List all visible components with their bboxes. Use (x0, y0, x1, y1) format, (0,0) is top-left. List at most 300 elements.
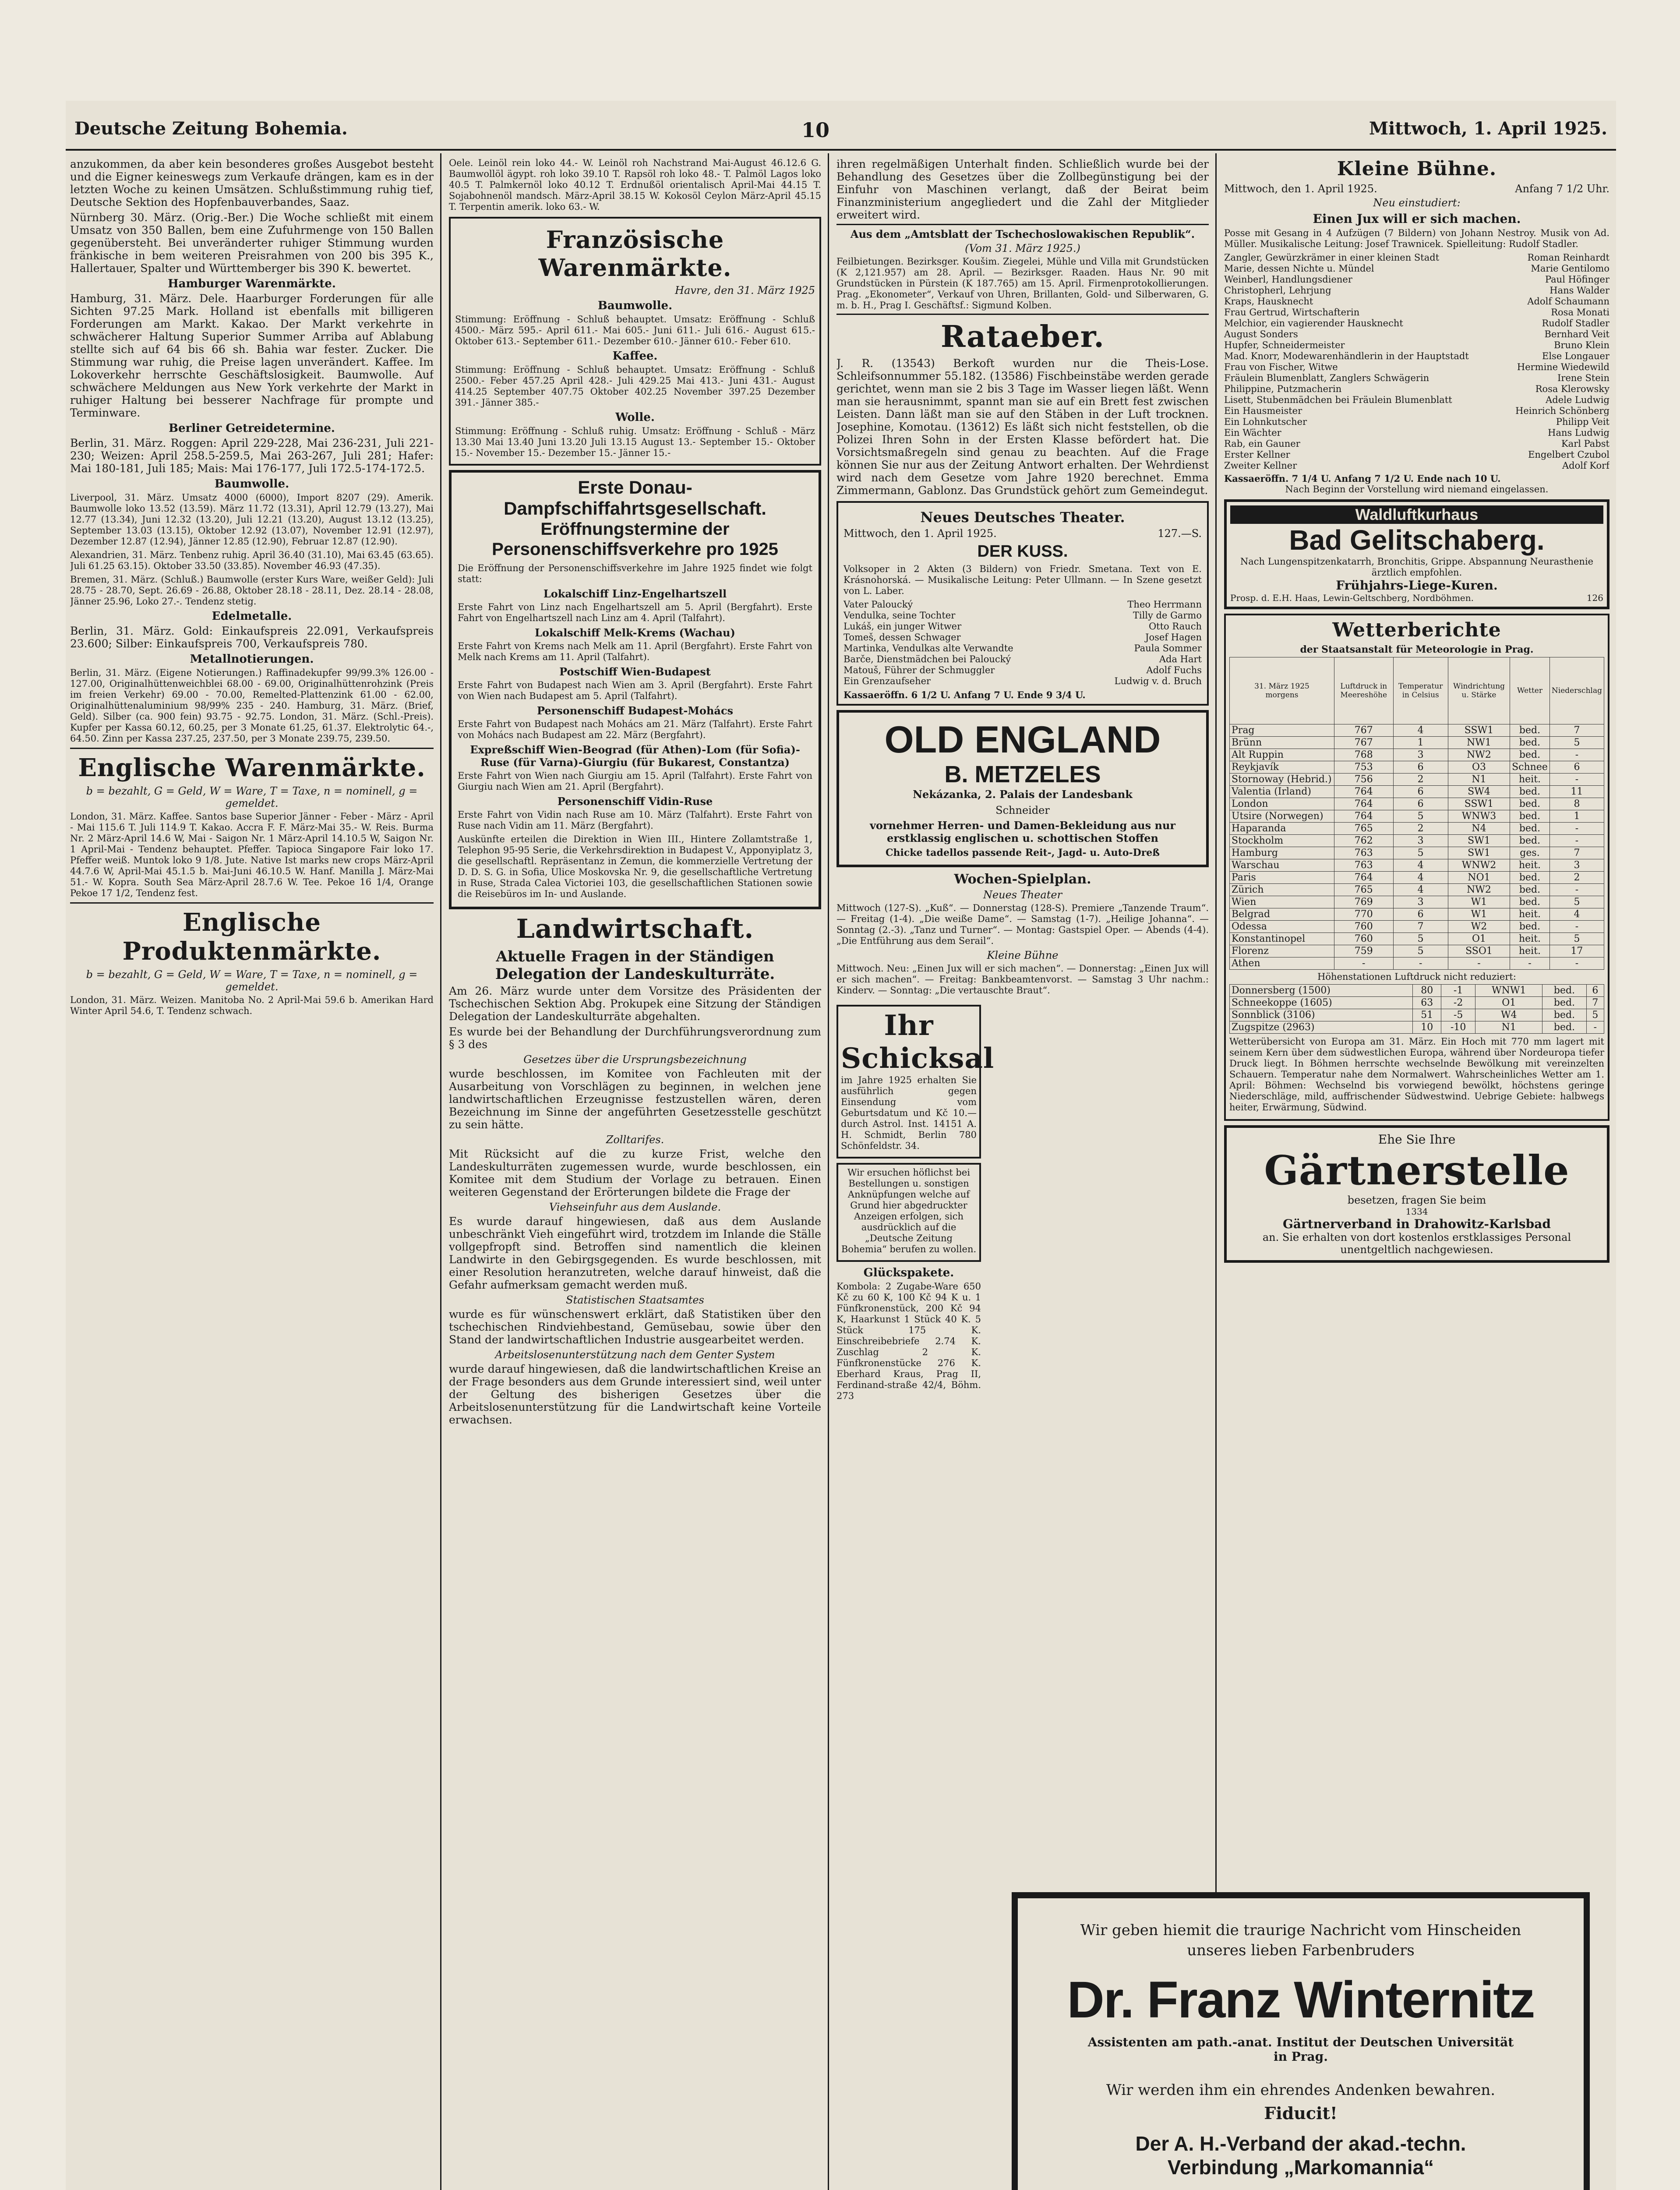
cast-role: Mad. Knorr, Modewarenhändlerin in der Hauptstadt (1224, 351, 1469, 361)
weather-value: 17 (1549, 945, 1604, 957)
weather-value: - (1549, 823, 1604, 835)
ddsg-route-title: Lokalschiff Linz-Engelhartszell (543, 587, 727, 600)
header-page-number: 10 (801, 118, 830, 142)
column-divider (440, 153, 441, 2190)
weather-row (1230, 724, 1604, 737)
ddsg-footer: Auskünfte erteilen die Direktion in Wien III., Hintere Zollamtstraße 1, Telephon 95-95 Serie, die Verkehrsdirektion in Budapest V., Apponyiplatz 3, die gesellschaftl. Repräsentanz in Zemun, die kommerzielle Vertretung der D. D. S. G. in Sofia, Ulice Moskovska Nr. 9, die gesellschaftliche Vertretung in Ruse, Strada Calea Victoriei 103, die gesellschaftlichen Stationen sowie die Reisebüros im In- und Auslande. (458, 834, 812, 899)
cast-actor: Roman Reinhardt (1527, 252, 1609, 263)
weather-value: 7 (1549, 847, 1604, 859)
weather-value: 80 (1413, 985, 1441, 997)
weather-value: 769 (1334, 896, 1394, 908)
cast-actor: Irene Stein (1557, 373, 1609, 383)
french-markets-box (449, 217, 821, 466)
cast-row (1224, 252, 1609, 263)
cast-role: Melchior, ein vagierender Hausknecht (1224, 318, 1403, 328)
liverpool-report: Liverpool, 31. März. Umsatz 4000 (6000), Import 8207 (29). Amerik. Baumwolle loko 13.52 (13.59). März 11.72 (13.31), April 12.79 (13.27), Mai 12.77 (13.34), Juni 12.32 (13.20), Juli 12.21 (13.20), August 13.12 (13.25), September 13.03 (13.15), Oktober 12.92 (13.07), November 12.91 (12.97), Dezember 12.87 (12.94), Jänner 12.85 (12.90), Februar 12.87 (12.90). (70, 492, 434, 547)
gelitschaberg-title: Waldluftkurhaus (1230, 505, 1603, 524)
weather-row (1230, 908, 1604, 921)
weekly-program-kb: Kleine Bühne (987, 949, 1059, 961)
weather-heading: Wetterberichte (1332, 619, 1501, 641)
cast-actor: Adolf Korf (1562, 460, 1609, 471)
agriculture-h3: Viehseinfuhr aus dem Auslande. (549, 1201, 721, 1213)
weather-value: heit. (1510, 774, 1550, 786)
weather-row (1230, 798, 1604, 810)
weather-value: bed. (1510, 724, 1550, 737)
weather-value: 5 (1393, 810, 1448, 823)
weather-value: SW4 (1448, 786, 1510, 798)
cast-role: Vendulka, seine Tochter (844, 610, 956, 621)
header-rule (66, 149, 1616, 151)
weather-row (1230, 761, 1604, 774)
weather-value: bed. (1510, 823, 1550, 835)
weather-value: bed. (1510, 786, 1550, 798)
cast-row (1224, 406, 1609, 417)
weather-value: NO1 (1448, 872, 1510, 884)
weather-value: - (1393, 957, 1448, 970)
small-stage-note: Nach Beginn der Vorstellung wird niemand eingelassen. (1285, 484, 1549, 495)
cast-row (1224, 318, 1609, 329)
gardener-text1: besetzen, fragen Sie beim (1347, 1194, 1486, 1206)
cast-actor: Theo Herrmann (1127, 599, 1202, 610)
cast-row (844, 676, 1202, 687)
cast-role: Vater Paloucký (844, 599, 913, 610)
weather-value: O1 (1448, 933, 1510, 945)
cast-actor: Philipp Veit (1556, 417, 1609, 427)
weather-station: London (1230, 798, 1334, 810)
weather-value: NW1 (1448, 737, 1510, 749)
gardener-association: Gärtnerverband in Drahowitz-Karlsbad (1283, 1217, 1551, 1231)
cast-role: Ein Hausmeister (1224, 406, 1302, 416)
weather-value: - (1549, 921, 1604, 933)
ddsg-route-list (458, 587, 812, 831)
header-masthead: Deutsche Zeitung Bohemia. (74, 118, 348, 139)
old-england-trade: Schneider (995, 804, 1050, 816)
weather-station: Utsire (Norwegen) (1230, 810, 1334, 823)
bremen-report: Bremen, 31. März. (Schluß.) Baumwolle (erster Kurs Ware, weißer Geld): Juli 28.75 - 28.70, Sept. 26.69 - 26.88, Oktober 28.18 - 28.11, Dez. 28.14 - 28.08, Jänner 25.96, Loko 27.-. Tendenz stetig. (70, 574, 434, 607)
small-stage-play: Einen Jux will er sich machen. (1313, 212, 1521, 226)
weather-station: Odessa (1230, 921, 1334, 933)
weather-value: bed. (1510, 798, 1550, 810)
horoscope-advertisement (836, 1005, 995, 1159)
cast-row (1224, 417, 1609, 427)
weather-value: bed. (1542, 985, 1586, 997)
weather-station: Hamburg (1230, 847, 1334, 859)
cast-role: Zweiter Kellner (1224, 460, 1297, 471)
weather-value: heit. (1510, 859, 1550, 872)
weather-value: 756 (1334, 774, 1394, 786)
french-markets-heading: Französische Warenmärkte. (538, 226, 732, 282)
weather-col-pressure: Luftdruck in Meereshöhe (1334, 657, 1394, 724)
old-england-title: OLD ENGLAND (884, 719, 1161, 761)
weather-value: - (1334, 957, 1394, 970)
weather-value: - (1448, 957, 1510, 970)
weather-station: Konstantinopel (1230, 933, 1334, 945)
alexandria-report: Alexandrien, 31. März. Tenbenz ruhig. April 36.40 (31.10), Mai 63.45 (63.65). Juli 61.25 63.15). Oktober 33.50 (33.85). November 46.93 (47.35). (70, 550, 434, 571)
weather-value: O3 (1448, 761, 1510, 774)
weather-value: bed. (1542, 997, 1586, 1009)
weather-row (1230, 896, 1604, 908)
weather-row (1230, 957, 1604, 970)
weather-value: 4 (1393, 859, 1448, 872)
cast-role: Zangler, Gewürzkrämer in einer kleinen Stadt (1224, 252, 1440, 263)
weather-station: Schneekoppe (1605) (1230, 997, 1413, 1009)
weather-value: W4 (1475, 1009, 1542, 1021)
agriculture-p4: Mit Rücksicht auf die zu kurze Frist, welche den Landeskulturräten zugemessen wurde, wurde beschlossen, ein Komitee mit dem Studium der Vorlage zu betrauen. Einen weiteren Gegenstand der Erörterungen bildete die Frage der (449, 1148, 821, 1198)
weather-value: SSW1 (1448, 724, 1510, 737)
cast-role: Fräulein Blumenblatt, Zanglers Schwägerin (1224, 373, 1429, 383)
column-divider (1215, 153, 1217, 2190)
weather-value: - (1510, 957, 1550, 970)
berlin-report: Berlin, 31. März. Roggen: April 229-228, Mai 236-231, Juli 221-230; Weizen: April 258.5-259.5, Mai 263-267, Juli 281; Hafer: Mai 180-181, Juli 185; Mais: Mai 176-177, Juli 172.5-174-172.5. (70, 437, 434, 475)
weather-station: Zugspitze (2963) (1230, 1021, 1413, 1034)
obituary-notice (1012, 1892, 1590, 2190)
weather-value: 762 (1334, 835, 1394, 847)
weather-value: 764 (1334, 786, 1394, 798)
cast-actor: Karl Pabst (1561, 438, 1609, 449)
cast-actor: Hermine Wiedewild (1517, 362, 1609, 372)
english-produce-heading: Englische Produktenmärkte. (122, 908, 381, 966)
small-stage-time: Anfang 7 1/2 Uhr. (1515, 183, 1609, 195)
obituary-text2: Wir werden ihm ein ehrendes Andenken bewahren. (1106, 2081, 1496, 2099)
cast-actor: Rudolf Stadler (1542, 318, 1609, 328)
weather-value: NW2 (1448, 884, 1510, 896)
weather-value: W1 (1448, 908, 1510, 921)
small-stage-desc: Posse mit Gesang in 4 Aufzügen (7 Bildern) von Johann Nestroy. Musik von Ad. Müller. Musikalische Leitung: Josef Trawnicek. Spielleitung: Rudolf Stadler. (1224, 228, 1609, 249)
gardener-advertisement (1224, 1125, 1609, 1263)
weather-value: heit. (1510, 945, 1550, 957)
weather-station: Alt Ruppin (1230, 749, 1334, 761)
oils-report: Oele. Leinöl rein loko 44.- W. Leinöl roh Nachstrand Mai-August 46.12.6 G. Baumwollöl ägypt. roh loko 39.10 T. Rapsöl roh loko 48.- T. Palmöl Lagos loko 40.5 T. Palmkernöl loko 40.12 T. Erdnußöl orientalisch April-Mai 44.15 T. Sojabohnenöl mandsch. März-April 38.15 W. Kokosöl Ceylon März-April 45.15 T. Terpentin amerik. loko 63.- W. (449, 158, 821, 212)
weather-value: 4 (1393, 872, 1448, 884)
weather-value: bed. (1510, 884, 1550, 896)
cast-role: Weinberl, Handlungsdiener (1224, 274, 1352, 285)
column-1 (70, 158, 434, 2190)
weather-report-box (1224, 614, 1609, 1121)
english-goods-legend: b = bezahlt, G = Geld, W = Ware, T = Taxe, n = nominell, g = gemeldet. (86, 785, 418, 809)
old-england-description: vornehmer Herren- und Damen-Bekleidung aus nur erstklassig englischen u. schottischen Stoffen (869, 819, 1176, 844)
new-theater-cast (844, 599, 1202, 687)
cast-row (1224, 263, 1609, 274)
weather-value: ges. (1510, 847, 1550, 859)
weather-value: SSW1 (1448, 798, 1510, 810)
small-stage-cast (1224, 252, 1609, 471)
weather-value: 6 (1549, 761, 1604, 774)
cast-role: Christopherl, Lehrjung (1224, 285, 1331, 296)
obituary-name: Dr. Franz Winternitz (1067, 1971, 1535, 2029)
weather-station: Stockholm (1230, 835, 1334, 847)
lucky-packets-heading: Glückspakete. (863, 1266, 954, 1279)
agriculture-h1: Gesetzes über die Ursprungsbezeichnung (523, 1053, 747, 1066)
french-wool-report: Stimmung: Eröffnung - Schluß ruhig. Umsatz: Eröffnung - Schluß - März 13.30 Mai 13.40 Juni 13.20 Juli 13.15 August 13.- September 15.- Oktober 15.- November 15.- Dezember 15.- Jänner 15.- (455, 426, 815, 458)
cast-actor: Hans Walder (1549, 285, 1609, 296)
weather-value: 5 (1549, 896, 1604, 908)
cast-row (844, 632, 1202, 643)
precious-metals-heading: Edelmetalle. (212, 610, 292, 623)
agriculture-p7: wurde darauf hingewiesen, daß die landwirtschaftlichen Kreise an der Frage besonders aus dem Grunde interessiert sind, weil unter der Geltung des bisherigen Gesetzes über die Arbeitslosenunterstützung für die Landwirtschaft keine Vorteile erwachsen. (449, 1363, 821, 1426)
weather-value: 760 (1334, 921, 1394, 933)
weather-value: 7 (1393, 921, 1448, 933)
new-theater-desc: Volksoper in 2 Akten (3 Bildern) von Friedr. Smetana. Text von E. Krásnohorská. — Musikalische Leitung: Peter Ullmann. — In Szene gesetzt von L. Laber. (844, 564, 1202, 596)
cast-actor: Adolf Schaumann (1527, 296, 1609, 307)
page-header (66, 118, 1616, 145)
ddsg-route-text: Erste Fahrt von Linz nach Engelhartszell am 5. April (Bergfahrt). Erste Fahrt von Engelhartszell nach Linz am 4. April (Talfahrt). (458, 602, 812, 623)
hamburg-heading: Hamburger Warenmärkte. (168, 277, 336, 290)
weather-value: 6 (1586, 985, 1604, 997)
small-stage-sub: Neu einstudiert: (1373, 197, 1461, 209)
weather-value: bed. (1510, 810, 1550, 823)
agriculture-subheading: Aktuelle Fragen in der Ständigen Delegation der Landeskulturräte. (495, 948, 775, 983)
weather-value: SW1 (1448, 847, 1510, 859)
cast-actor: Tilly de Garmo (1133, 610, 1202, 621)
ddsg-route-title: Personenschiff Budapest-Mohács (536, 704, 734, 717)
french-coffee-report: Stimmung: Eröffnung - Schluß behauptet. Umsatz: Eröffnung - Schluß 2500.- Feber 457.25 April 428.- Juli 429.25 Mai 413.- Juni 431.- August 414.25 September 407.75 Oktober 402.25 November 397.25 Dezember 391.- Jänner 385.- (455, 364, 815, 408)
weather-value: - (1549, 835, 1604, 847)
ddsg-intro: Die Eröffnung der Personenschiffsverkehre im Jahre 1925 findet wie folgt statt: (458, 563, 812, 584)
weather-value: 5 (1393, 847, 1448, 859)
old-england-advertisement (836, 710, 1209, 867)
weather-value: 8 (1549, 798, 1604, 810)
cast-row (844, 643, 1202, 654)
cast-role: Rab, ein Gauner (1224, 438, 1300, 449)
weekly-program-heading: Wochen-Spielplan. (954, 872, 1091, 887)
weather-row (1230, 1021, 1604, 1034)
small-stage-times: Kassaeröffn. 7 1/4 U. Anfang 7 1/2 U. Ende nach 10 U. (1224, 473, 1501, 484)
cast-actor: Bruno Klein (1554, 340, 1609, 350)
weather-value: - (1549, 774, 1604, 786)
agriculture-p6: wurde es für wünschenswert erklärt, daß Statistiken über den tschechischen Rindviehbestand, Gemüsebau, sowie über den Stand der landwirtschaftlichen Industrie ausgearbeitet werden. (449, 1308, 821, 1346)
weather-value: 5 (1549, 933, 1604, 945)
cast-role: Kraps, Hausknecht (1224, 296, 1313, 307)
weather-value: N1 (1475, 1021, 1542, 1034)
cast-role: Frau von Fischer, Witwe (1224, 362, 1338, 372)
small-stage-heading: Kleine Bühne. (1337, 158, 1497, 180)
agriculture-heading: Landwirtschaft. (516, 914, 754, 944)
weather-col-weather: Wetter (1510, 657, 1550, 724)
gazette-report: Feilbietungen. Bezirksger. Koušim. Ziegelei, Mühle und Villa mit Grundstücken (K 2,121.957) am 28. April. — Bezirksger. Raaden. Haus Nr. 90 mit Grundstücken in Pürstein (K 187.765) am 15. April. Firmenprotokollierungen. Prag. „Ekonometer“, Verkauf von Uhren, Brillanten, Gold- und Silberwaren, G. m. b. H., Prag I. Geschäftsf.: Sigmund Kolben. (836, 256, 1209, 311)
weather-value: 3 (1549, 859, 1604, 872)
cast-actor: Else Longauer (1542, 351, 1609, 361)
cast-row (1224, 351, 1609, 362)
cast-row (844, 654, 1202, 665)
weather-value: 11 (1549, 786, 1604, 798)
weather-station: Wien (1230, 896, 1334, 908)
weather-value: 2 (1393, 774, 1448, 786)
weather-subheading: der Staatsanstalt für Meteorologie in Prag. (1300, 644, 1534, 655)
weather-value: 768 (1334, 749, 1394, 761)
ddsg-route-text: Erste Fahrt von Vidin nach Ruse am 10. März (Talfahrt). Erste Fahrt von Ruse nach Vidin am 11. März (Bergfahrt). (458, 809, 812, 831)
weather-value: 4 (1393, 724, 1448, 737)
french-cotton-heading: Baumwolle. (597, 299, 673, 312)
old-england-owner: B. METZELES (944, 761, 1101, 788)
new-theater-heading: Neues Deutsches Theater. (920, 509, 1125, 526)
weather-value: heit. (1510, 933, 1550, 945)
weather-value: 764 (1334, 810, 1394, 823)
cast-row (1224, 449, 1609, 460)
gelitschaberg-advertisement (1224, 499, 1609, 609)
small-stage-date: Mittwoch, den 1. April 1925. (1224, 183, 1377, 195)
old-england-footer: Chicke tadellos passende Reit-, Jagd- u. Auto-Dreß (885, 847, 1160, 858)
weather-station: Donnersberg (1500) (1230, 985, 1413, 997)
weather-value: 6 (1393, 908, 1448, 921)
weather-value: 1 (1393, 737, 1448, 749)
cast-role: Philippine, Putzmacherin (1224, 384, 1342, 394)
weather-high-heading: Höhenstationen Luftdruck nicht reduziert: (1317, 971, 1516, 982)
weather-value: - (1549, 749, 1604, 761)
cast-row (844, 610, 1202, 621)
weather-station: Brünn (1230, 737, 1334, 749)
weather-row (1230, 823, 1604, 835)
weather-row (1230, 835, 1604, 847)
cotton-heading: Baumwolle. (214, 477, 289, 491)
cast-actor: Ada Hart (1159, 654, 1202, 664)
ddsg-route-text: Erste Fahrt von Wien nach Giurgiu am 15. April (Talfahrt). Erste Fahrt von Giurgiu nach Wien am 21. April (Bergfahrt). (458, 770, 812, 792)
cast-role: Ein Lohnkutscher (1224, 417, 1307, 427)
weekly-program-text2: Mittwoch. Neu: „Einen Jux will er sich machen“. — Donnerstag: „Einen Jux will er sich machen“. — Freitag: Bankbeamtenvorst. — Samstag 3 Uhr nachm.: Kinderv. — Sonntag: „Die vertauschte Braut“. (836, 963, 1209, 996)
cast-role: Barče, Dienstmädchen bei Paloucký (844, 654, 1011, 664)
cast-row (1224, 362, 1609, 373)
weather-value: 5 (1393, 945, 1448, 957)
ddsg-route-title: Expreßschiff Wien-Beograd (für Athen)-Lom (für Sofia)-Ruse (für Varna)-Giurgiu (für Bukarest, Constantza) (470, 743, 800, 769)
cast-row (1224, 329, 1609, 340)
cast-actor: Heinrich Schönberg (1515, 406, 1609, 416)
weather-value: 3 (1393, 749, 1448, 761)
weather-col-wind: Windrichtung u. Stärke (1448, 657, 1510, 724)
ddsg-route-title: Lokalschiff Melk-Krems (Wachau) (535, 626, 735, 639)
cast-role: Martinka, Vendulkas alte Verwandte (844, 643, 1013, 653)
weather-station: Valentia (Irland) (1230, 786, 1334, 798)
gelitschaberg-name: Bad Gelitschaberg. (1289, 524, 1545, 556)
metal-quotes-report: Berlin, 31. März. (Eigene Notierungen.) Raffinadekupfer 99/99.3% 126.00 - 127.00, Originalhüttenweichblei 68.00 - 69.00, Originalhüttenrohzink (Preis im freien Verkehr) 69.00 - 70.00, Remelted-Plattenzink 61.00 - 62.00, Originalhüttenaluminium 98/99% 235 - 240. Hamburg, 31. März. (Brief, Geld). Silber (ca. 900 fein) 93.75 - 92.75. London, 31. März. (Schl.-Preis). Kupfer per Kassa 60.12, 60.25, per 3 Monate 61.25, 61.37. Elektrolytic 64.-, 64.50. Zinn per Kassa 237.25, 237.50, per 3 Monate 239.75, 239.50. (70, 668, 434, 744)
agriculture-p1: Am 26. März wurde unter dem Vorsitze des Präsidenten der Tschechischen Sektion Abg. Prokupek eine Sitzung der Ständigen Delegation der Landeskulturräte abgehalten. (449, 985, 821, 1023)
metal-quotes-heading: Metallnotierungen. (190, 653, 314, 666)
weather-value: 764 (1334, 872, 1394, 884)
gazette-date: (Vom 31. März 1925.) (965, 242, 1080, 254)
cast-row (1224, 373, 1609, 384)
weather-value: WNW1 (1475, 985, 1542, 997)
weather-value: - (1549, 884, 1604, 896)
weather-value: 3 (1393, 896, 1448, 908)
cast-row (1224, 384, 1609, 395)
weather-date: 31. März 1925 (1254, 682, 1309, 691)
obituary-fiducit: Fiducit! (1264, 2103, 1338, 2123)
cast-row (1224, 307, 1609, 318)
weather-row (1230, 1009, 1604, 1021)
column-4 (1224, 158, 1609, 2190)
weather-overview: Wetterübersicht von Europa am 31. März. Ein Hoch mit 770 mm lagert mit seinem Kern über dem südwestlichen Europa, während über Nordeuropa tiefer Druck liegt. In Böhmen herrschte wechselnde Bewölkung mit vereinzelten Schauern. Temperatur nahe dem Normalwert. Wahrscheinliches Wetter am 1. April: Böhmen: Wechselnd bis vorwiegend bewölkt, höchstens geringe Niederschläge, mild, auffrischender Südwestwind. Uebrige Gebiete: halbwegs heiter, Erwärmung, Südwind. (1229, 1036, 1604, 1113)
weather-col-temp: Temperatur in Celsius (1393, 657, 1448, 724)
french-wool-heading: Wolle. (615, 411, 655, 424)
weather-value: 4 (1393, 884, 1448, 896)
weather-value: -2 (1441, 997, 1475, 1009)
obituary-text: Wir geben hiemit die traurige Nachricht vom Hinscheiden unseres lieben Farbenbruders (1080, 1922, 1521, 1959)
english-produce-legend: b = bezahlt, G = Geld, W = Ware, T = Taxe, n = nominell, g = gemeldet. (86, 968, 418, 993)
cast-actor: Josef Hagen (1145, 632, 1202, 643)
weather-value: 753 (1334, 761, 1394, 774)
agriculture-p5: Es wurde darauf hingewiesen, daß aus dem Auslande unbeschränkt Vieh eingeführt wird, trotzdem im Inlande die Ställe vollgepfropft sind. Betroffen sind namentlich die kleinen Landwirte in den Gebirgsgegenden. Es wurde beschlossen, mit einer Resolution heranzutreten, welche darauf hinweist, daß die Gefahr aufmerksam gemacht werden muß. (449, 1215, 821, 1291)
weather-row (1230, 810, 1604, 823)
weather-row (1230, 737, 1604, 749)
weather-value: 765 (1334, 884, 1394, 896)
weather-value: 764 (1334, 798, 1394, 810)
weather-row (1230, 985, 1604, 997)
weather-row (1230, 749, 1604, 761)
english-goods-heading: Englische Warenmärkte. (78, 753, 426, 782)
weather-station: Zürich (1230, 884, 1334, 896)
weather-value: WNW3 (1448, 810, 1510, 823)
weather-station: Warschau (1230, 859, 1334, 872)
weather-value: W2 (1448, 921, 1510, 933)
agriculture-p3: wurde beschlossen, im Komitee von Fachleuten mit der Ausarbeitung von Vorschlägen zu beginnen, in welchen jene landwirtschaftlichen Erzeugnisse festzustellen wären, deren Bezeichnung im Sinne der angeführten Gesetzesstelle geschützt zu sein hätte. (449, 1067, 821, 1131)
weather-value: 767 (1334, 737, 1394, 749)
cast-actor: Engelbert Czubol (1528, 449, 1609, 460)
agriculture-p2: Es wurde bei der Behandlung der Durchführungsverordnung zum § 3 des (449, 1025, 821, 1051)
hamburg-report: Hamburg, 31. März. Dele. Haarburger Forderungen für alle Sichten 97.25 Mark. Holland ist ebenfalls mit billigeren Forderungen am Markt. Kakao. Der Markt verkehrte in schwächerer Haltung Superior Summer Arriba auf Ablabung stellte sich auf 64 bis 66 sh. Bahia war fester. Zucker. Die Stimmung war ruhig, die Preise lagen unverändert. Kaffee. Im Lokoverkehr herrschte Geschäftslosigkeit. Baumwolle. Auf schwächere Meldungen aus New York verkehrte der Markt in ruhiger Haltung bei besserer Nachfrage für prompte und Terminware. (70, 292, 434, 419)
ddsg-route-title: Postschiff Wien-Budapest (559, 665, 711, 678)
weather-value: 6 (1393, 761, 1448, 774)
cast-row (1224, 460, 1609, 471)
column-divider (828, 153, 829, 2190)
weather-value: bed. (1542, 1021, 1586, 1034)
gelitschaberg-text: Nach Lungenspitzenkatarrh, Bronchitis, Grippe. Abspannung Neurasthenie ärztlich empfohlen. (1240, 556, 1594, 578)
weather-value: N1 (1448, 774, 1510, 786)
ddsg-advertisement (449, 470, 821, 909)
new-theater-number: 127.—S. (1158, 527, 1202, 540)
weather-row (1230, 921, 1604, 933)
weather-col-precip: Niederschlag (1549, 657, 1604, 724)
weather-station: Stornoway (Hebrid.) (1230, 774, 1334, 786)
weather-value: 3 (1393, 835, 1448, 847)
weather-table (1229, 657, 1604, 970)
cast-actor: Rosa Klerowsky (1535, 384, 1609, 394)
lucky-packets-text: Kombola: 2 Zugabe-Ware 650 Kč zu 60 K, 100 Kč 94 K u. 1 Fünfkronenstück, 200 Kč 94 K, Haarkunst 1 Stück 40 K. 5 Stück 175 K. Einschreibebriefe 2.74 K. Zuschlag 2 K. Fünfkronenstücke 276 K. Eberhard Kraus, Prag II, Ferdinand-straße 42/4, Böhm. 273 (836, 1281, 981, 1401)
cast-actor: Adele Ludwig (1546, 395, 1609, 405)
cast-actor: Otto Rauch (1148, 621, 1202, 632)
cast-role: Ein Wächter (1224, 427, 1281, 438)
cast-actor: Paula Sommer (1134, 643, 1202, 653)
weather-value: N4 (1448, 823, 1510, 835)
agriculture-h4: Statistischen Staatsamtes (566, 1294, 704, 1306)
weather-value: 5 (1586, 1009, 1604, 1021)
new-theater-date: Mittwoch, den 1. April 1925. (844, 527, 997, 540)
weather-station: Sonnblick (3106) (1230, 1009, 1413, 1021)
newspaper-page (66, 101, 1616, 2190)
agriculture-continuation: ihren regelmäßigen Unterhalt finden. Schließlich wurde bei der Behandlung des Gesetzes über die Zollbegünstigung bei der Einfuhr von Maschinen verlangt, daß der Beirat beim Finanzministerium angegliedert und die Zahl der Mitglieder erweitert wird. (836, 158, 1209, 221)
french-markets-city: Havre, den 31. März 1925 (675, 284, 815, 297)
ddsg-title: Erste Donau-Dampfschiffahrtsgesellschaft. (504, 477, 766, 519)
weather-station: Athen (1230, 957, 1334, 970)
gelitschaberg-prospectus: Prosp. d. E.H. Haas, Lewin-Geltschberg, Nordböhmen. (1230, 593, 1474, 603)
weather-value: - (1586, 1021, 1604, 1034)
weather-value: 7 (1586, 997, 1604, 1009)
weather-value: -5 (1441, 1009, 1475, 1021)
horoscope-text: im Jahre 1925 erhalten Sie ausführlich gegen Einsendung vom Geburtsdatum und Kč 10.— durch Astrol. Inst. 14151 A. H. Schmidt, Berlin 780 Schönfeldstr. 34. (841, 1075, 977, 1151)
cast-role: Hupfer, Schneidermeister (1224, 340, 1345, 350)
hops-report: anzukommen, da aber kein besonderes großes Ausgebot besteht und die Eigner keineswegs zum Verkaufe drängen, kam es in der letzten Woche zu keinen Umsätzen. Schlußstimmung ruhig tief, Deutsche Sektion des Hopfenbauverbandes, Saaz. (70, 158, 434, 208)
column-2 (449, 158, 821, 2190)
obituary-signature-2: Verbindung „Markomannia“ (1167, 2156, 1434, 2179)
advice-text: J. R. (13543) Berkoft wurden nur die Theis-Lose. Schleifsonnummer 55.182. (13586) Fischbeinstäbe werden gerade gerichtet, wenn man sie 2 bis 3 Tage im Wasser liegen läßt. Wenn man sie herausnimmt, spannt man sie auf ein Brett fest zwischen Leisten. Dann läßt man sie auf den Stäben in der Luft trocknen. Josephine, Komotau. (13612) Es läßt sich nicht feststellen, ob die Polizei Ihren Sohn in der Ersten Klasse befördert hat. Die Vorsichtsmaßregeln sind genau zu beachten. Auf die Frage können Sie nur aus der Zeitung Antwort erhalten. Der Wehrdienst wird nach dem Gesetze vom Jahre 1920 berechnet. Emma Zimmermann, Gablonz. Das Grundstück gehört zum Gemeindegut. (836, 357, 1209, 497)
gardener-pre: Ehe Sie Ihre (1378, 1132, 1456, 1147)
cast-actor: Marie Gentilomo (1531, 263, 1609, 274)
ddsg-route-text: Erste Fahrt von Budapest nach Mohács am 21. März (Talfahrt). Erste Fahrt von Mohács nach Budapest am 22. März (Bergfahrt). (458, 719, 812, 740)
cast-row (1224, 427, 1609, 438)
weather-row (1230, 786, 1604, 798)
cast-row (1224, 340, 1609, 351)
cast-role: Ein Grenzaufseher (844, 676, 931, 686)
cast-actor: Ludwig v. d. Bruch (1114, 676, 1202, 686)
weather-value: 763 (1334, 859, 1394, 872)
weather-value: 51 (1413, 1009, 1441, 1021)
